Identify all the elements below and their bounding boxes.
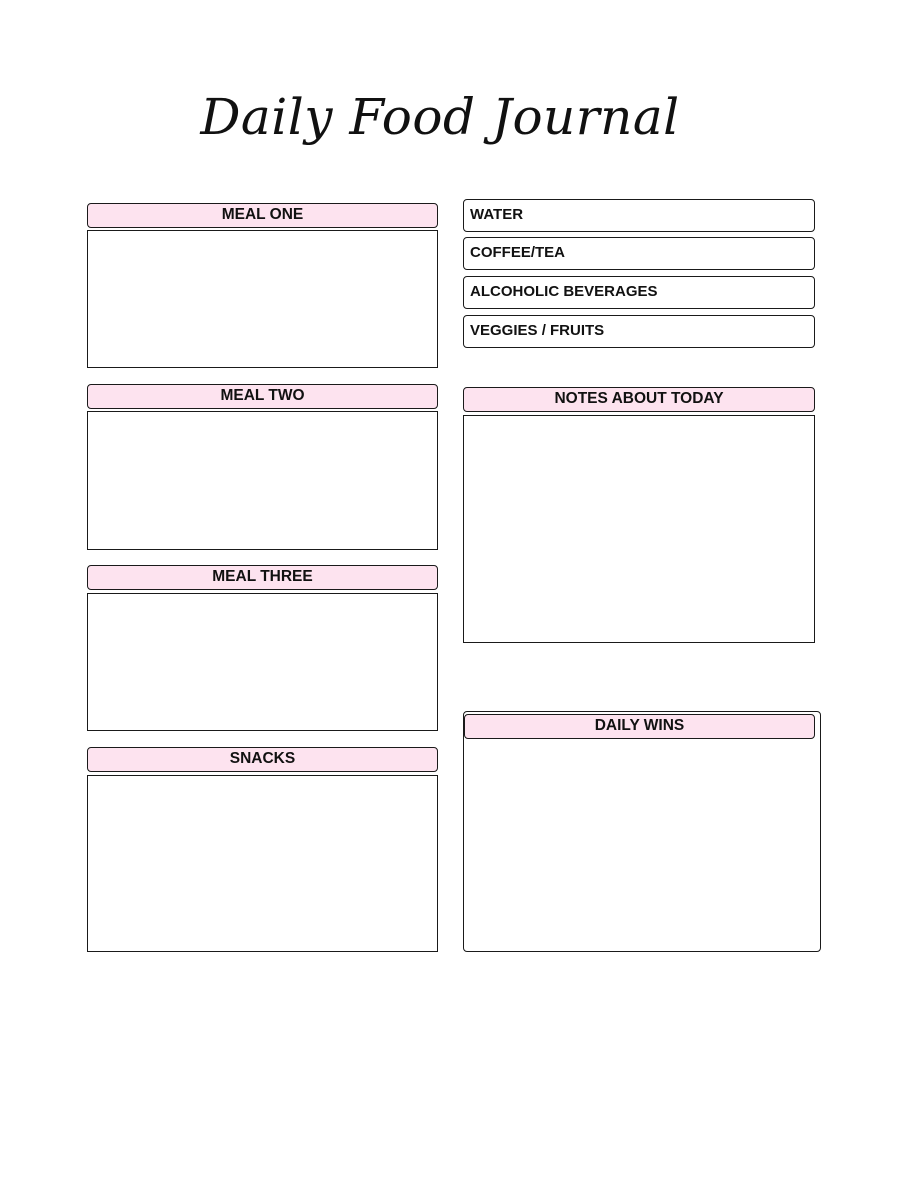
- meal-two-entry-box[interactable]: [87, 411, 438, 550]
- alcoholic-beverages-label: ALCOHOLIC BEVERAGES: [470, 283, 658, 300]
- notes-entry-box[interactable]: [463, 415, 815, 643]
- daily-wins-panel[interactable]: [463, 711, 821, 952]
- meal-one-header: MEAL ONE: [87, 203, 438, 228]
- meal-three-entry-box[interactable]: [87, 593, 438, 731]
- meal-two-header: MEAL TWO: [87, 384, 438, 409]
- veggies-fruits-label: VEGGIES / FRUITS: [470, 322, 605, 339]
- alcoholic-beverages-tracker-field[interactable]: [463, 276, 815, 309]
- coffee-tea-tracker-field[interactable]: [463, 237, 815, 270]
- water-label: WATER: [470, 206, 524, 223]
- page-title: Daily Food Journal: [200, 88, 680, 146]
- snacks-entry-box[interactable]: [87, 775, 438, 952]
- coffee-tea-label: COFFEE/TEA: [470, 244, 566, 261]
- veggies-fruits-tracker-field[interactable]: [463, 315, 815, 348]
- water-tracker-field[interactable]: [463, 199, 815, 232]
- meal-three-header: MEAL THREE: [87, 565, 438, 590]
- daily-wins-header: DAILY WINS: [464, 714, 815, 739]
- meal-one-entry-box[interactable]: [87, 230, 438, 368]
- snacks-header: SNACKS: [87, 747, 438, 772]
- notes-header: NOTES ABOUT TODAY: [463, 387, 815, 412]
